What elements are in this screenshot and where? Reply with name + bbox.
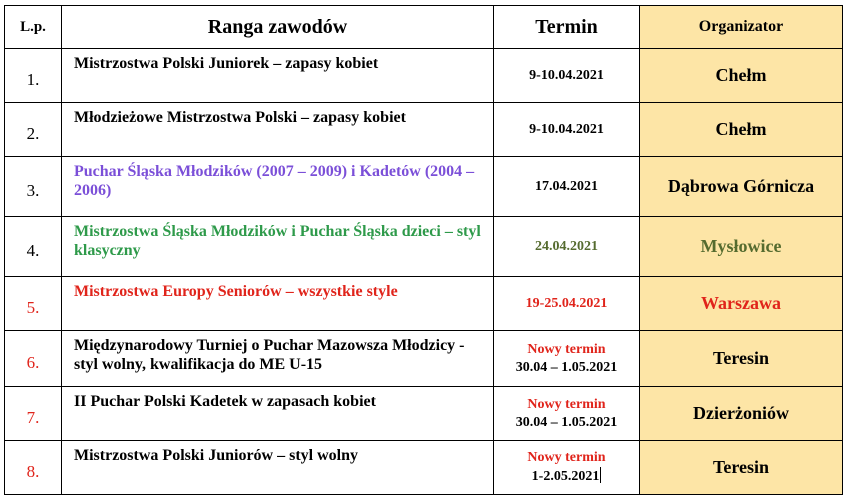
competition-organizer: Teresin bbox=[640, 331, 843, 387]
competition-organizer: Warszawa bbox=[640, 277, 843, 331]
header-term: Termin bbox=[494, 6, 640, 49]
row-number: 7. bbox=[5, 387, 62, 441]
row-number: 3. bbox=[5, 157, 62, 217]
table-row bbox=[5, 387, 843, 441]
competition-date: 30.04 – 1.05.2021 bbox=[515, 359, 618, 375]
competition-organizer: Teresin bbox=[640, 441, 843, 495]
row-number: 8. bbox=[5, 441, 62, 495]
row-number: 4. bbox=[5, 217, 62, 277]
competition-date: 9-10.04.2021 bbox=[494, 49, 640, 103]
competition-organizer: Chełm bbox=[640, 103, 843, 157]
table-row bbox=[5, 103, 843, 157]
row-number: 1. bbox=[5, 49, 62, 103]
competition-date: 30.04 – 1.05.2021 bbox=[515, 414, 618, 430]
table-row bbox=[5, 277, 843, 331]
header-lp: L.p. bbox=[5, 6, 62, 49]
competition-schedule-table bbox=[4, 5, 843, 495]
table-row bbox=[5, 331, 843, 387]
competition-date: 17.04.2021 bbox=[494, 157, 640, 217]
competition-name: Młodzieżowe Mistrzostwa Polski – zapasy kobiet bbox=[62, 103, 494, 157]
competition-organizer: Dzierżoniów bbox=[640, 387, 843, 441]
competition-date: 19-25.04.2021 bbox=[494, 277, 640, 331]
competition-name: Mistrzostwa Polski Juniorek – zapasy kobiet bbox=[62, 49, 494, 103]
new-date-note: Nowy termin bbox=[527, 450, 606, 465]
row-number: 5. bbox=[5, 277, 62, 331]
table-row bbox=[5, 441, 843, 495]
competition-organizer: Mysłowice bbox=[640, 217, 843, 277]
competition-name: Mistrzostwa Śląska Młodzików i Puchar Śląska dzieci – styl klasyczny bbox=[62, 217, 494, 277]
competition-name: Mistrzostwa Polski Juniorów – styl wolny bbox=[62, 441, 494, 495]
table-row bbox=[5, 49, 843, 103]
new-date-note: Nowy termin bbox=[527, 396, 606, 412]
competition-date-cell bbox=[494, 387, 640, 441]
competition-date: 24.04.2021 bbox=[494, 217, 640, 277]
header-organizer: Organizator bbox=[640, 6, 843, 49]
competition-organizer: Chełm bbox=[640, 49, 843, 103]
competition-name: II Puchar Polski Kadetek w zapasach kobiet bbox=[62, 387, 494, 441]
competition-organizer: Dąbrowa Górnicza bbox=[640, 157, 843, 217]
row-number: 2. bbox=[5, 103, 62, 157]
table-row bbox=[5, 157, 843, 217]
competition-date-cell bbox=[494, 441, 640, 495]
competition-name: Mistrzostwa Europy Seniorów – wszystkie style bbox=[62, 277, 494, 331]
competition-date: 1-2.05.2021 bbox=[531, 469, 600, 484]
competition-date-cell bbox=[494, 331, 640, 387]
header-row bbox=[5, 6, 843, 49]
row-number: 6. bbox=[5, 331, 62, 387]
text-cursor bbox=[600, 467, 601, 483]
competition-name: Międzynarodowy Turniej o Puchar Mazowsza Młodzicy - styl wolny, kwalifikacja do ME U-15 bbox=[62, 331, 494, 387]
competition-name: Puchar Śląska Młodzików (2007 – 2009) i Kadetów (2004 – 2006) bbox=[62, 157, 494, 217]
competition-date: 9-10.04.2021 bbox=[494, 103, 640, 157]
header-name: Ranga zawodów bbox=[62, 6, 494, 49]
table-row bbox=[5, 217, 843, 277]
new-date-note: Nowy termin bbox=[527, 341, 606, 357]
